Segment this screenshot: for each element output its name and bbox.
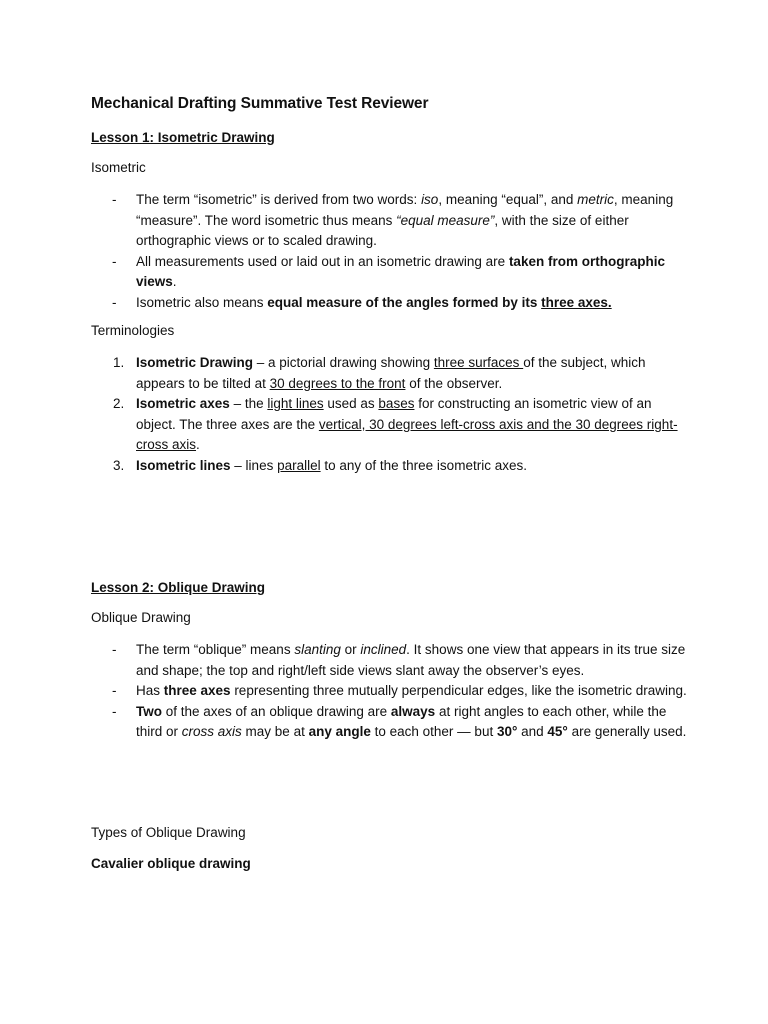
list-item-text: slanting	[294, 642, 341, 657]
list-item-text: vertical, 30 degrees left-cross axis and the 30 degrees right-cross axis	[136, 416, 678, 452]
lesson-2-heading: Lesson 2: Oblique Drawing	[91, 580, 266, 595]
list-item-text: , with the size of either orthographic views or to scaled drawing.	[136, 212, 629, 248]
list-item-text: iso	[421, 192, 439, 207]
list-marker: -	[112, 703, 117, 719]
list-item-text: are generally used.	[567, 724, 687, 739]
list-marker: 3.	[113, 457, 125, 473]
list-item-text: to any of the three isometric axes.	[320, 457, 527, 473]
list-item-text: representing three mutually perpendicular edges, like the isometric drawing.	[230, 683, 687, 698]
isometric-section-label: Isometric	[91, 160, 146, 175]
list-item-text: light lines	[267, 396, 324, 411]
oblique-bullet-list	[91, 640, 691, 743]
list-marker: 1.	[113, 355, 125, 370]
list-marker: -	[112, 683, 117, 698]
list-item-text: The term “oblique” means	[136, 642, 295, 657]
list-item-text: The term “isometric” is derived from two words:	[136, 192, 422, 207]
list-item-text: , meaning “equal”, and	[438, 192, 578, 207]
list-item-text: 45°	[547, 724, 568, 739]
list-item	[91, 456, 691, 477]
list-item-text: Isometric also means	[136, 294, 268, 310]
list-item-text: 30 degrees to the front	[269, 375, 406, 391]
list-item-text: may be at	[241, 724, 309, 739]
isometric-bullet-list	[91, 190, 691, 313]
list-item	[91, 640, 691, 681]
terminologies-list	[91, 353, 691, 476]
list-marker: -	[112, 294, 117, 310]
oblique-section-label: Oblique Drawing	[91, 610, 191, 625]
list-item-text: .	[172, 274, 177, 289]
list-item-text: of the observer.	[405, 375, 503, 391]
list-item	[91, 293, 691, 314]
list-item-text: .	[196, 437, 200, 452]
list-item-text: parallel	[277, 457, 321, 473]
list-item-text: equal measure of the angles formed by its	[267, 294, 542, 310]
list-item-text: Two	[136, 703, 162, 719]
list-item-text: used as	[323, 396, 379, 411]
list-item-text: always	[390, 703, 436, 719]
list-item-text: Has	[136, 683, 164, 698]
list-item-text: or	[340, 642, 361, 657]
list-item-text: – the	[229, 396, 268, 411]
list-item-text: cross axis	[181, 724, 242, 739]
list-item-text: Isometric Drawing	[136, 355, 254, 370]
list-item-text: three surfaces	[433, 355, 524, 370]
list-item-text: bases	[378, 396, 415, 411]
list-item-text: “equal measure”	[396, 212, 495, 228]
terminologies-label: Terminologies	[91, 323, 175, 338]
list-item-text: to each other — but	[370, 724, 497, 739]
list-marker: -	[112, 642, 117, 657]
list-item-text: Isometric axes	[136, 396, 230, 411]
list-item-text: and	[517, 724, 548, 739]
list-item-text: metric	[577, 192, 614, 207]
list-item-text: – a pictorial drawing showing	[253, 355, 434, 370]
document-title: Mechanical Drafting Summative Test Reviewer	[91, 95, 429, 112]
list-item-text: at right angles to each other, while the third or	[136, 703, 667, 739]
list-item	[91, 681, 691, 702]
cavalier-oblique-label: Cavalier oblique drawing	[91, 856, 251, 871]
list-item-text: of the subject, which appears to be tilted at	[136, 355, 646, 391]
list-item-text: – lines	[230, 457, 278, 473]
list-item	[91, 252, 691, 293]
lesson-1-heading: Lesson 1: Isometric Drawing	[91, 130, 275, 145]
list-item-text: any angle	[308, 724, 371, 739]
list-item-text: of the axes of an oblique drawing are	[162, 703, 391, 719]
list-item-text: three axes	[163, 683, 231, 698]
list-item-text: inclined	[360, 642, 407, 657]
list-item-text: All measurements used or laid out in an isometric drawing are	[136, 253, 509, 269]
list-marker: -	[112, 192, 117, 207]
list-marker: -	[112, 253, 117, 269]
list-item-text: for constructing an isometric view of an object. The three axes are the	[136, 396, 652, 432]
list-item-text: Isometric lines	[136, 457, 231, 473]
list-marker: 2.	[113, 396, 125, 411]
list-item	[91, 702, 691, 743]
list-item	[91, 353, 691, 394]
list-item-text: . It shows one view that appears in its true size and shape; the top and right/left side views slant away the observer’s eyes.	[136, 642, 686, 678]
list-item	[91, 190, 691, 252]
list-item-text: three axes.	[541, 294, 612, 310]
list-item-text: taken from orthographic views	[136, 253, 665, 289]
list-item-text: , meaning “measure”. The word isometric thus means	[136, 192, 674, 228]
list-item	[91, 394, 691, 456]
list-item-text: 30°	[496, 724, 518, 739]
types-of-oblique-label: Types of Oblique Drawing	[91, 825, 246, 840]
